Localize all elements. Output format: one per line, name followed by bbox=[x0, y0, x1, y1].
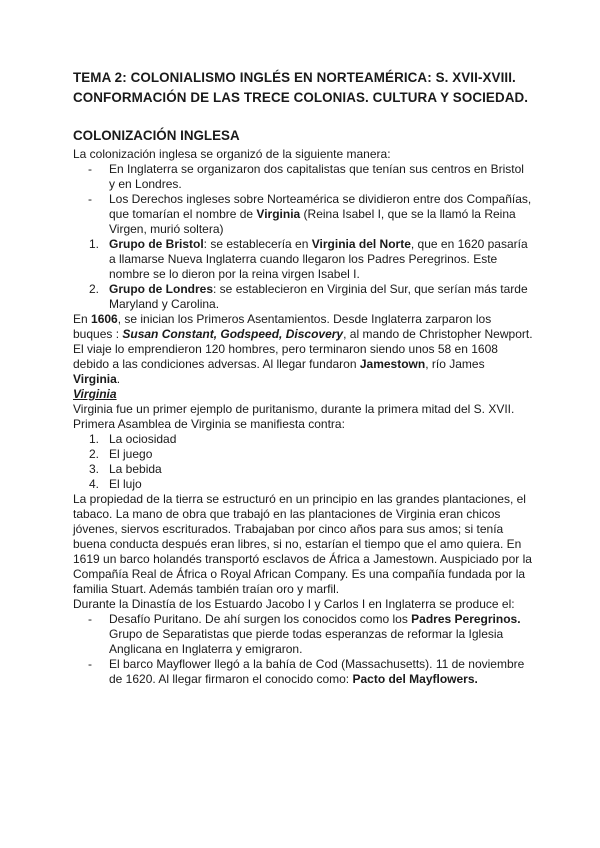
text-run: , río James bbox=[425, 357, 485, 371]
list-item-text: Desafío Puritano. De ahí surgen los conocidos como los bbox=[109, 612, 412, 626]
bold-term: Virginia del Norte bbox=[311, 237, 411, 251]
bold-term: Virginia bbox=[73, 372, 117, 386]
bold-term: 1606 bbox=[91, 312, 118, 326]
list-item bbox=[73, 432, 533, 447]
bold-term: Grupo de Londres bbox=[109, 282, 214, 296]
paragraph-propiedad: La propiedad de la tierra se estructuró en un principio en las grandes plantaciones, el tabaco. La mano de obra que trabajó en las plantaciones de Virginia eran chicos jóvenes, siervos escriturados. Trabajaban por cinco años para sus amos; si tenía buena conducta después eran libres, si no, estarían el tiempo que el amo quiera. En 1619 un barco holandés transportó esclavos de África a Jamestown. Auspiciado por la Compañía Real de África o Royal African Company. Es una compañía fundada por la familia Stuart. Además también traían oro y marfil. bbox=[73, 492, 532, 596]
bold-term: Virginia bbox=[256, 207, 301, 221]
text-run: , se inician los Primeros Asentamientos. Desde Inglaterra zarparon los buques : bbox=[73, 312, 492, 341]
dash-bullet: - bbox=[88, 162, 92, 176]
bold-term: Padres Peregrinos. bbox=[411, 612, 521, 626]
dash-list-1 bbox=[73, 162, 533, 237]
text-run: , al mando de Christopher Newport. El viaje lo emprendieron 120 hombres, pero terminaron siendo unos 58 en 1608 debido a las condiciones adversas. Al llegar fundaron bbox=[73, 327, 533, 371]
list-number: 1. bbox=[89, 432, 100, 446]
numbered-list-asamblea bbox=[73, 432, 533, 492]
ship-names: Susan Constant, Godspeed, Discovery bbox=[122, 327, 344, 341]
list-item-text: En Inglaterra se organizaron dos capitalistas que tenían sus centros en Bristol y en Londres. bbox=[109, 162, 524, 191]
list-item-text: , que en 1620 pasaría a llamarse Nueva Inglaterra cuando llegaron los Padres Peregrinos. Este nombre se lo dieron por la reina virgen Isabel I. bbox=[109, 237, 528, 281]
list-item bbox=[73, 447, 533, 462]
list-number: 3. bbox=[89, 462, 100, 476]
section-heading-virginia: Virginia bbox=[73, 387, 117, 401]
list-item-text: La bebida bbox=[109, 462, 162, 476]
paragraph-1606 bbox=[73, 312, 533, 387]
list-item bbox=[73, 162, 533, 192]
list-item bbox=[73, 477, 533, 492]
page-title: TEMA 2: COLONIALISMO INGLÉS EN NORTEAMÉRICA: S. XVII-XVIII. CONFORMACIÓN DE LAS TRECE COLONIAS. CULTURA Y SOCIEDAD. bbox=[73, 70, 529, 105]
list-item bbox=[73, 657, 533, 687]
list-item bbox=[73, 462, 533, 477]
bold-term: Grupo de Bristol bbox=[109, 237, 204, 251]
list-item bbox=[73, 192, 533, 237]
list-item-text: El juego bbox=[109, 447, 153, 461]
list-item bbox=[73, 282, 533, 312]
paragraph-estuardo: Durante la Dinastía de los Estuardo Jacobo I y Carlos I en Inglaterra se produce el: bbox=[73, 597, 515, 611]
list-item-text: : se establecería en bbox=[203, 237, 312, 251]
section-heading-colonizacion: COLONIZACIÓN INGLESA bbox=[73, 128, 240, 143]
dash-bullet: - bbox=[88, 612, 92, 626]
text-run: En bbox=[73, 312, 92, 326]
bold-term: Pacto del Mayflowers. bbox=[352, 672, 478, 686]
list-item-text: (Reina Isabel I, que se la llamó la Reina Virgen, murió soltera) bbox=[109, 207, 516, 236]
dash-list-2 bbox=[73, 612, 533, 687]
dash-bullet: - bbox=[88, 192, 92, 206]
intro-paragraph: La colonización inglesa se organizó de la siguiente manera: bbox=[73, 147, 391, 161]
list-number: 2. bbox=[89, 282, 100, 296]
list-item bbox=[73, 237, 533, 282]
list-number: 1. bbox=[89, 237, 100, 251]
list-number: 4. bbox=[89, 477, 100, 491]
document-page bbox=[73, 68, 533, 687]
dash-bullet: - bbox=[88, 657, 92, 671]
list-item-text: El barco Mayflower llegó a la bahía de Cod (Massachusetts). 11 de noviembre de 1620. Al llegar firmaron el conocido como: bbox=[109, 657, 525, 686]
list-item-text: El lujo bbox=[109, 477, 142, 491]
paragraph-puritanismo: Virginia fue un primer ejemplo de puritanismo, durante la primera mitad del S. XVII. Primera Asamblea de Virginia se manifiesta contra: bbox=[73, 402, 515, 431]
numbered-list-groups bbox=[73, 237, 533, 312]
text-run: . bbox=[116, 372, 121, 386]
list-item-text: Grupo de Separatistas que pierde todas esperanzas de reformar la Iglesia Anglicana en Inglaterra y emigraron. bbox=[109, 627, 504, 656]
list-item-text: La ociosidad bbox=[109, 432, 177, 446]
bold-term: Jamestown bbox=[359, 357, 426, 371]
list-item-text: Los Derechos ingleses sobre Norteamérica se dividieron entre dos Compañías, que tomarían el nombre de bbox=[109, 192, 532, 221]
list-item bbox=[73, 612, 533, 657]
list-item-text: : se establecieron en Virginia del Sur, que serían más tarde Maryland y Carolina. bbox=[109, 282, 528, 311]
list-number: 2. bbox=[89, 447, 100, 461]
